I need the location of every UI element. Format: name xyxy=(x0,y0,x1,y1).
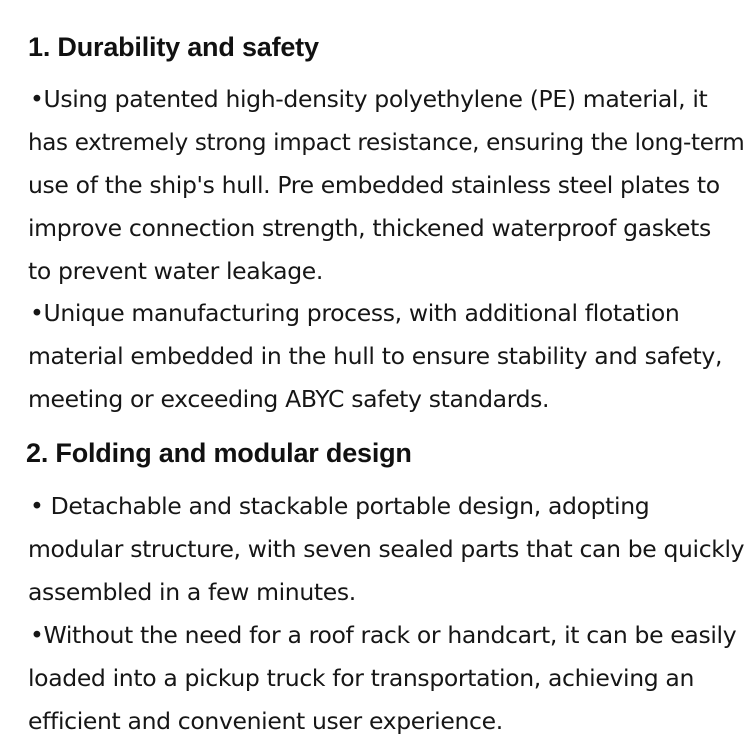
section-1-line: use of the ship's hull. Pre embedded stainless steel plates to xyxy=(28,171,720,199)
section-2-line: • Detachable and stackable portable design, adopting xyxy=(30,492,650,520)
section-2-heading: 2. Folding and modular design xyxy=(26,438,412,468)
section-1-line: improve connection strength, thickened waterproof gaskets xyxy=(28,214,711,242)
section-1-line: to prevent water leakage. xyxy=(28,257,324,285)
section-1-line: meeting or exceeding ABYC safety standards. xyxy=(28,385,550,413)
section-2-line: loaded into a pickup truck for transportation, achieving an xyxy=(28,664,695,692)
section-1-line: material embedded in the hull to ensure stability and safety, xyxy=(28,342,723,370)
section-1-line: •Unique manufacturing process, with additional flotation xyxy=(30,299,680,327)
section-2-line: efficient and convenient user experience. xyxy=(28,707,503,735)
section-1-heading: 1. Durability and safety xyxy=(28,32,319,62)
section-2-line: modular structure, with seven sealed parts that can be quickly xyxy=(28,535,745,563)
section-2-line: assembled in a few minutes. xyxy=(28,578,356,606)
section-2-line: •Without the need for a roof rack or handcart, it can be easily xyxy=(30,621,737,649)
section-1-line: •Using patented high-density polyethylene (PE) material, it xyxy=(30,85,708,113)
section-1-line: has extremely strong impact resistance, ensuring the long-term xyxy=(28,128,745,156)
